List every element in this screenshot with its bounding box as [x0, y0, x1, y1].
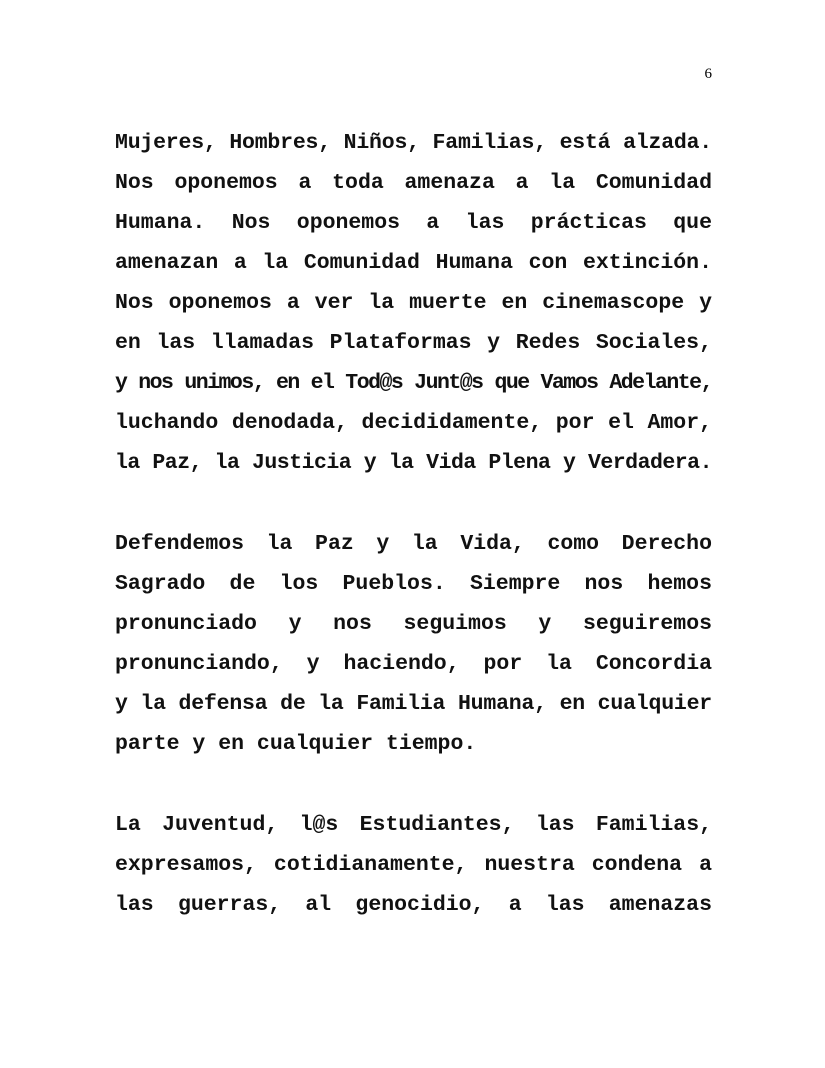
text-line: y la defensa de la Familia Humana, en cualquier — [115, 692, 712, 716]
text-line: amenazan a la Comunidad Humana con extinción. — [115, 251, 712, 275]
page-number: 6 — [704, 66, 712, 82]
text-line: pronunciando, y haciendo, por la Concordia — [115, 652, 712, 676]
text-line: Nos oponemos a ver la muerte en cinemascope y — [115, 291, 712, 315]
text-line: Sagrado de los Pueblos. Siempre nos hemos — [115, 572, 712, 596]
text-line: pronunciado y nos seguimos y seguiremos — [115, 612, 712, 636]
text-line: Defendemos la Paz y la Vida, como Derecho — [115, 532, 712, 556]
text-line: en las llamadas Plataformas y Redes Sociales, — [115, 331, 712, 355]
text-line: y nos unimos, en el Tod@s Junt@s que Vamos Adelante, — [115, 371, 712, 395]
text-line: La Juventud, l@s Estudiantes, las Familias, — [115, 813, 712, 837]
text-line: las guerras, al genocidio, a las amenazas — [115, 893, 712, 917]
text-line: luchando denodada, decididamente, por el Amor, — [115, 411, 712, 435]
text-line: expresamos, cotidianamente, nuestra condena a — [115, 853, 712, 877]
text-line: Humana. Nos oponemos a las prácticas que — [115, 211, 712, 235]
text-line: Nos oponemos a toda amenaza a la Comunidad — [115, 171, 712, 195]
text-line: la Paz, la Justicia y la Vida Plena y Verdadera. — [115, 451, 712, 475]
text-line: Mujeres, Hombres, Niños, Familias, está alzada. — [115, 131, 712, 155]
text-line: parte y en cualquier tiempo. — [115, 732, 477, 756]
